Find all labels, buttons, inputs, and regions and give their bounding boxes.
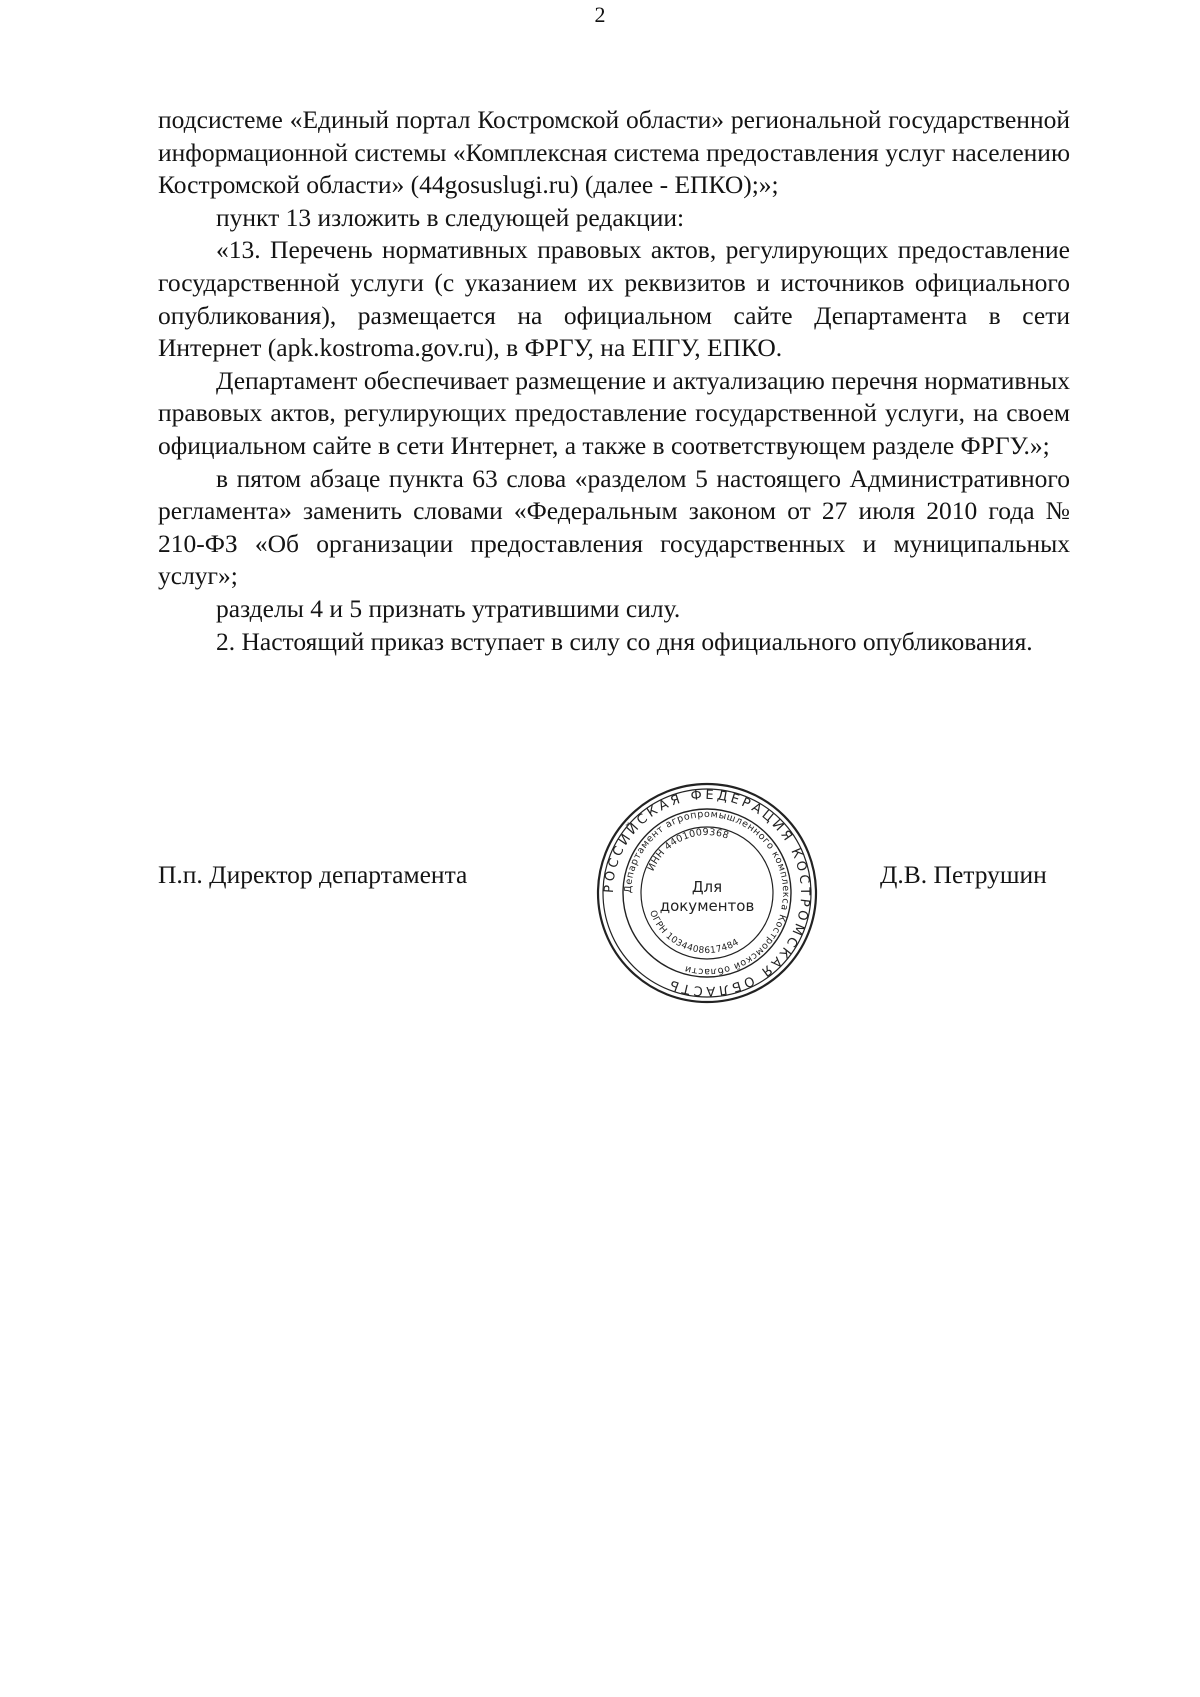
seal-center-line2: документов [659, 897, 755, 915]
paragraph-item-63: в пятом абзаце пункта 63 слова «разделом 5 настоящего Административного регламента» заменить словами «Федеральным законом от 27 июля 2010 года № 210-ФЗ «Об организации предоставления государственных и муниципальных услуг»; [158, 463, 1070, 591]
seal-inn-text: ИНН 4401009368 [645, 826, 731, 873]
seal-ogrn-text: ОГРН 1034408617484 [647, 909, 741, 957]
seal-outer-ring-text: РОССИЙСКАЯ ФЕДЕРАЦИЯ КОСТРОМСКАЯ ОБЛАСТЬ [601, 787, 813, 999]
document-body [158, 104, 1070, 658]
seal-inner-ring-text: Департамент агропромышленного комплекса Костромской области [622, 808, 792, 978]
paragraph-effective-date: 2. Настоящий приказ вступает в силу со дня официального опубликования. [216, 626, 1033, 656]
paragraph-item-13-intro: пункт 13 изложить в следующей редакции: [216, 202, 685, 232]
page-number: 2 [594, 2, 606, 27]
seal-stamp [594, 780, 820, 1006]
paragraph-sections-void: разделы 4 и 5 признать утратившими силу. [216, 593, 681, 623]
signatory-name: Д.В. Петрушин [880, 860, 1047, 889]
signatory-position: П.п. Директор департамента [158, 860, 468, 889]
paragraph-continuation: подсистеме «Единый портал Костромской области» региональной государственной информационной системы «Комплексная система предоставления услуг населению Костромской области» (44gosuslugi.ru) (далее - ЕПКО);»; [158, 105, 1070, 200]
seal-center-line1: Для [691, 878, 723, 896]
paragraph-item-13: «13. Перечень нормативных правовых актов, регулирующих предоставление государственной услуги (с указанием их реквизитов и источников официального опубликования), размещается на официальном сайте Департамента в сети Интернет (apk.kostroma.gov.ru), в ФРГУ, на ЕПГУ, ЕПКО. [158, 235, 1070, 363]
paragraph-department: Департамент обеспечивает размещение и актуализацию перечня нормативных правовых актов, регулирующих предоставление государственной услуги, на своем официальном сайте в сети Интернет, а также в соответствующем разделе ФРГУ.»; [158, 365, 1070, 460]
